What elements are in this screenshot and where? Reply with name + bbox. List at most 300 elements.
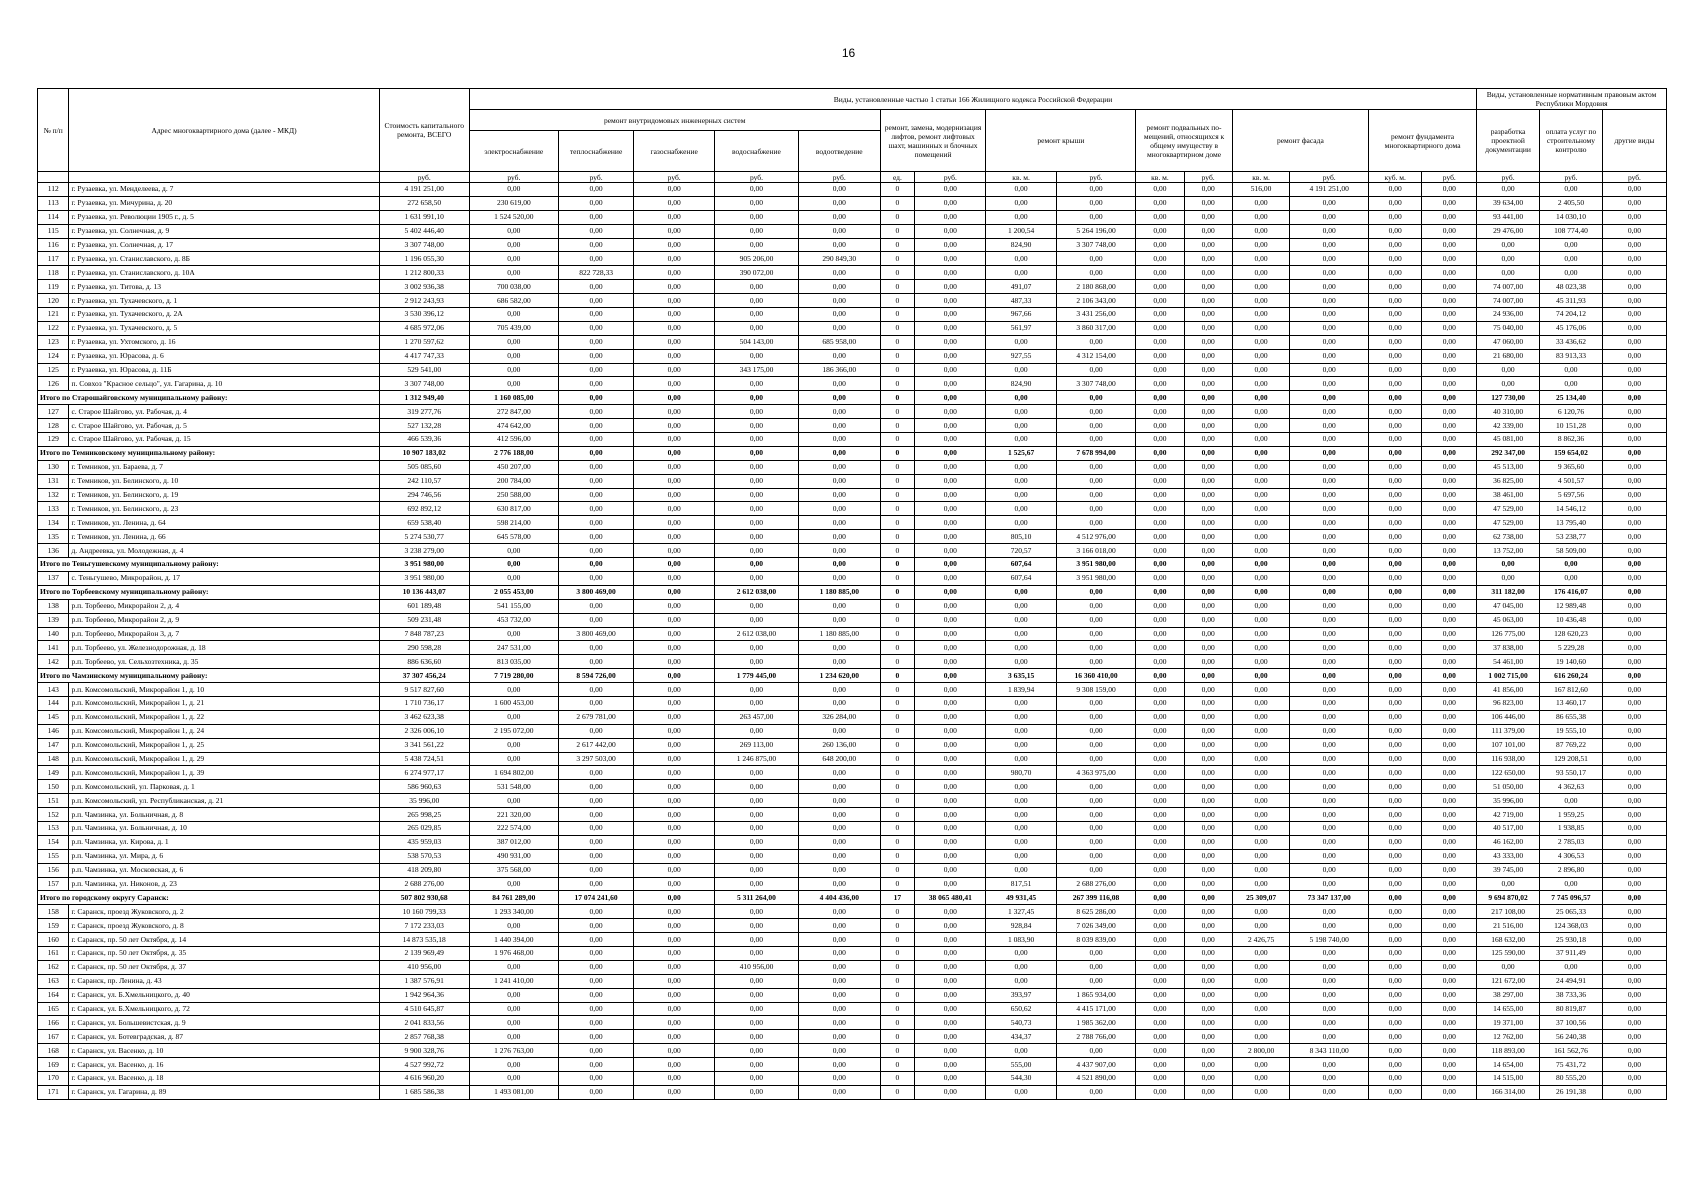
value-cell: 0 xyxy=(880,683,915,697)
value-cell: 3 002 936,38 xyxy=(379,280,469,294)
value-cell: 0,00 xyxy=(1232,946,1290,960)
value-cell: 0,00 xyxy=(1184,683,1232,697)
value-cell: 0,00 xyxy=(469,988,558,1002)
value-cell: 166 314,00 xyxy=(1477,1085,1540,1099)
address-cell: г. Рузаевка, ул. Мичурина, д. 20 xyxy=(69,196,379,210)
value-cell: 0,00 xyxy=(1290,835,1369,849)
value-cell: 0,00 xyxy=(915,1072,986,1086)
value-cell: 0,00 xyxy=(1136,349,1184,363)
value-cell: 0,00 xyxy=(1602,599,1666,613)
address-cell: г. Саранск, пр. 50 лет Октября, д. 37 xyxy=(69,960,379,974)
row-number: 155 xyxy=(38,849,69,863)
value-cell: 0,00 xyxy=(1184,1044,1232,1058)
table-row xyxy=(38,377,1667,391)
value-cell: 47 045,00 xyxy=(1477,599,1540,613)
value-cell: 0,00 xyxy=(1369,1044,1422,1058)
value-cell: 0,00 xyxy=(1422,196,1477,210)
value-cell: 0,00 xyxy=(798,933,880,947)
value-cell: 40 310,00 xyxy=(1477,405,1540,419)
value-cell: 9 694 870,02 xyxy=(1477,891,1540,905)
value-cell: 0,00 xyxy=(1290,710,1369,724)
table-row xyxy=(38,613,1667,627)
value-cell: 0 xyxy=(880,641,915,655)
value-cell: 0,00 xyxy=(798,1058,880,1072)
value-cell: 0,00 xyxy=(634,266,715,280)
value-cell: 0,00 xyxy=(558,599,633,613)
value-cell: 0 xyxy=(880,544,915,558)
value-cell: 1 200,54 xyxy=(986,224,1056,238)
value-cell: 3 462 623,38 xyxy=(379,710,469,724)
value-cell: 0,00 xyxy=(1422,974,1477,988)
value-cell: 0,00 xyxy=(1232,738,1290,752)
value-cell: 5 438 724,51 xyxy=(379,752,469,766)
row-number: 131 xyxy=(38,474,69,488)
value-cell: 0,00 xyxy=(1136,488,1184,502)
value-cell: 0,00 xyxy=(634,877,715,891)
row-number: 160 xyxy=(38,933,69,947)
value-cell: 412 596,00 xyxy=(469,433,558,447)
value-cell: 0,00 xyxy=(1369,1058,1422,1072)
value-cell: 0 xyxy=(880,308,915,322)
row-number: 147 xyxy=(38,738,69,752)
value-cell: 13 795,40 xyxy=(1540,516,1603,530)
value-cell: 0,00 xyxy=(1184,808,1232,822)
value-cell: 0,00 xyxy=(915,460,986,474)
value-cell: 3 297 503,00 xyxy=(558,752,633,766)
address-cell: г. Саранск, проезд Жуковского, д. 2 xyxy=(69,905,379,919)
value-cell: 0,00 xyxy=(1056,252,1136,266)
value-cell: 0,00 xyxy=(1184,821,1232,835)
value-cell: 0,00 xyxy=(1184,349,1232,363)
value-cell: 0,00 xyxy=(469,377,558,391)
table-row xyxy=(38,627,1667,641)
value-cell: 124 368,03 xyxy=(1540,919,1603,933)
value-cell: 1 083,90 xyxy=(986,933,1056,947)
value-cell: 0,00 xyxy=(798,696,880,710)
value-cell: 0,00 xyxy=(1232,599,1290,613)
value-cell: 14 546,12 xyxy=(1540,502,1603,516)
row-number: 114 xyxy=(38,210,69,224)
value-cell: 0 xyxy=(880,988,915,1002)
value-cell: 0,00 xyxy=(1369,516,1422,530)
value-cell: 0,00 xyxy=(715,1058,799,1072)
address-cell: р.п. Чамзинка, ул. Никонов, д. 23 xyxy=(69,877,379,891)
header-electric: электроснабжение xyxy=(469,131,558,172)
value-cell: 0,00 xyxy=(798,780,880,794)
value-cell: 1 839,94 xyxy=(986,683,1056,697)
value-cell: 0,00 xyxy=(1136,849,1184,863)
value-cell: 0,00 xyxy=(1232,585,1290,599)
value-cell: 0,00 xyxy=(1136,1072,1184,1086)
value-cell: 326 284,00 xyxy=(798,710,880,724)
address-cell: р.п. Торбеево, Микрорайон 3, д. 7 xyxy=(69,627,379,641)
value-cell: 0 xyxy=(880,224,915,238)
value-cell: 0,00 xyxy=(1369,669,1422,683)
value-cell: 0,00 xyxy=(558,613,633,627)
row-number: 124 xyxy=(38,349,69,363)
value-cell: 0,00 xyxy=(1290,266,1369,280)
value-cell: 8 862,36 xyxy=(1540,433,1603,447)
value-cell: 4 685 972,06 xyxy=(379,321,469,335)
value-cell: 24 936,00 xyxy=(1477,308,1540,322)
value-cell: 0,00 xyxy=(1056,474,1136,488)
value-cell: 0,00 xyxy=(1232,488,1290,502)
value-cell: 0,00 xyxy=(558,391,633,405)
value-cell: 37 307 456,24 xyxy=(379,669,469,683)
value-cell: 0,00 xyxy=(715,1044,799,1058)
value-cell: 0,00 xyxy=(469,752,558,766)
value-cell: 0,00 xyxy=(469,738,558,752)
value-cell: 19 371,00 xyxy=(1477,1016,1540,1030)
value-cell: 247 531,00 xyxy=(469,641,558,655)
address-cell: р.п. Чамзинка, ул. Больничная, д. 8 xyxy=(69,808,379,822)
value-cell: 0,00 xyxy=(1602,1016,1666,1030)
value-cell: 0,00 xyxy=(1422,210,1477,224)
value-cell: 0,00 xyxy=(1290,905,1369,919)
value-cell: 0,00 xyxy=(915,849,986,863)
value-cell: 0,00 xyxy=(1369,433,1422,447)
value-cell: 86 655,38 xyxy=(1540,710,1603,724)
value-cell: 531 548,00 xyxy=(469,780,558,794)
value-cell: 38 461,00 xyxy=(1477,488,1540,502)
table-row xyxy=(38,544,1667,558)
value-cell: 0,00 xyxy=(1290,641,1369,655)
value-cell: 14 654,00 xyxy=(1477,1058,1540,1072)
row-number: 158 xyxy=(38,905,69,919)
value-cell: 0,00 xyxy=(1290,683,1369,697)
value-cell: 0,00 xyxy=(1136,808,1184,822)
value-cell: 0,00 xyxy=(1184,988,1232,1002)
value-cell: 0,00 xyxy=(558,919,633,933)
value-cell: 0,00 xyxy=(1602,1002,1666,1016)
value-cell: 0,00 xyxy=(558,808,633,822)
value-cell: 0,00 xyxy=(1602,905,1666,919)
subtotal-label: Итого по Темниковскому муниципальному району: xyxy=(38,446,380,460)
value-cell: 14 030,10 xyxy=(1540,210,1603,224)
value-cell: 0,00 xyxy=(1602,308,1666,322)
value-cell: 0,00 xyxy=(1136,280,1184,294)
value-cell: 4 521 890,00 xyxy=(1056,1072,1136,1086)
value-cell: 0,00 xyxy=(1290,877,1369,891)
value-cell: 0,00 xyxy=(715,419,799,433)
value-cell: 967,66 xyxy=(986,308,1056,322)
value-cell: 87 769,22 xyxy=(1540,738,1603,752)
value-cell: 0,00 xyxy=(558,224,633,238)
row-number: 126 xyxy=(38,377,69,391)
value-cell: 0,00 xyxy=(1602,655,1666,669)
value-cell: 0,00 xyxy=(634,405,715,419)
value-cell: 0,00 xyxy=(1232,321,1290,335)
value-cell: 0,00 xyxy=(1369,724,1422,738)
value-cell: 0,00 xyxy=(1290,363,1369,377)
value-cell: 0,00 xyxy=(715,294,799,308)
value-cell: 0,00 xyxy=(1290,558,1369,572)
value-cell: 0,00 xyxy=(1602,613,1666,627)
value-cell: 3 307 748,00 xyxy=(1056,238,1136,252)
value-cell: 0,00 xyxy=(1422,627,1477,641)
address-cell: г. Рузаевка, ул. Солнечная, д. 9 xyxy=(69,224,379,238)
value-cell: 0,00 xyxy=(798,974,880,988)
value-cell: 0,00 xyxy=(1136,627,1184,641)
value-cell: 0,00 xyxy=(1540,571,1603,585)
table-row xyxy=(38,238,1667,252)
value-cell: 33 436,62 xyxy=(1540,335,1603,349)
value-cell: 319 277,76 xyxy=(379,405,469,419)
address-cell: г. Рузаевка, ул. Тухачевского, д. 1 xyxy=(69,294,379,308)
value-cell: 0,00 xyxy=(558,988,633,1002)
value-cell: 0,00 xyxy=(986,405,1056,419)
value-cell: 0,00 xyxy=(1290,349,1369,363)
value-cell: 0,00 xyxy=(715,877,799,891)
value-cell: 0,00 xyxy=(1136,641,1184,655)
value-cell: 0 xyxy=(880,377,915,391)
value-cell: 0,00 xyxy=(798,433,880,447)
value-cell: 0,00 xyxy=(986,724,1056,738)
value-cell: 0,00 xyxy=(715,613,799,627)
value-cell: 7 719 280,00 xyxy=(469,669,558,683)
row-number: 143 xyxy=(38,683,69,697)
value-cell: 0,00 xyxy=(915,946,986,960)
row-number: 154 xyxy=(38,835,69,849)
value-cell: 74 204,12 xyxy=(1540,308,1603,322)
value-cell: 0,00 xyxy=(634,238,715,252)
value-cell: 0,00 xyxy=(1184,1058,1232,1072)
value-cell: 0,00 xyxy=(1290,280,1369,294)
value-cell: 0,00 xyxy=(1477,363,1540,377)
value-cell: 0,00 xyxy=(1290,474,1369,488)
value-cell: 0,00 xyxy=(1184,460,1232,474)
value-cell: 0 xyxy=(880,877,915,891)
value-cell: 0,00 xyxy=(1422,780,1477,794)
value-cell: 0,00 xyxy=(1477,377,1540,391)
value-cell: 0,00 xyxy=(1422,446,1477,460)
value-cell: 0,00 xyxy=(634,585,715,599)
value-cell: 186 366,00 xyxy=(798,363,880,377)
value-cell: 3 307 748,00 xyxy=(379,377,469,391)
value-cell: 0,00 xyxy=(558,363,633,377)
value-cell: 54 461,00 xyxy=(1477,655,1540,669)
value-cell: 0,00 xyxy=(558,835,633,849)
value-cell: 1 938,85 xyxy=(1540,821,1603,835)
value-cell: 0,00 xyxy=(558,641,633,655)
value-cell: 0 xyxy=(880,696,915,710)
value-cell: 14 873 535,18 xyxy=(379,933,469,947)
value-cell: 0,00 xyxy=(1369,308,1422,322)
value-cell: 0,00 xyxy=(1602,558,1666,572)
value-cell: 0,00 xyxy=(986,960,1056,974)
value-cell: 84 761 289,00 xyxy=(469,891,558,905)
value-cell: 0,00 xyxy=(1369,405,1422,419)
value-cell: 0,00 xyxy=(469,1002,558,1016)
value-cell: 0,00 xyxy=(558,724,633,738)
value-cell: 0,00 xyxy=(1290,696,1369,710)
value-cell: 0,00 xyxy=(1602,1058,1666,1072)
table-row xyxy=(38,571,1667,585)
value-cell: 0,00 xyxy=(1232,1072,1290,1086)
value-cell: 0,00 xyxy=(1136,391,1184,405)
address-cell: р.п. Комсомольский, ул. Республиканская, д. 21 xyxy=(69,794,379,808)
value-cell: 0,00 xyxy=(1136,780,1184,794)
value-cell: 0,00 xyxy=(1290,419,1369,433)
value-cell: 0,00 xyxy=(798,946,880,960)
value-cell: 0 xyxy=(880,558,915,572)
value-cell: 0,00 xyxy=(1184,183,1232,197)
value-cell: 40 517,00 xyxy=(1477,821,1540,835)
value-cell: 0,00 xyxy=(1369,933,1422,947)
address-cell: г. Рузаевка, ул. Юрасова, д. 6 xyxy=(69,349,379,363)
row-number: 125 xyxy=(38,363,69,377)
value-cell: 0,00 xyxy=(715,405,799,419)
value-cell: 4 501,57 xyxy=(1540,474,1603,488)
value-cell: 0,00 xyxy=(1184,308,1232,322)
value-cell: 0,00 xyxy=(558,446,633,460)
value-cell: 0,00 xyxy=(634,724,715,738)
value-cell: 645 578,00 xyxy=(469,530,558,544)
value-cell: 0,00 xyxy=(1232,988,1290,1002)
value-cell: 0,00 xyxy=(798,1002,880,1016)
value-cell: 0,00 xyxy=(1056,488,1136,502)
value-cell: 0,00 xyxy=(1056,419,1136,433)
value-cell: 509 231,48 xyxy=(379,613,469,627)
value-cell: 3 307 748,00 xyxy=(379,238,469,252)
header-roof: ремонт крыши xyxy=(986,110,1136,172)
subtotal-row xyxy=(38,558,1667,572)
value-cell: 0,00 xyxy=(634,752,715,766)
value-cell: 0,00 xyxy=(1602,710,1666,724)
value-cell: 0,00 xyxy=(798,391,880,405)
row-number: 170 xyxy=(38,1072,69,1086)
value-cell: 0,00 xyxy=(1369,627,1422,641)
value-cell: 700 038,00 xyxy=(469,280,558,294)
row-number: 161 xyxy=(38,946,69,960)
value-cell: 0,00 xyxy=(1232,849,1290,863)
value-cell: 0,00 xyxy=(1232,1030,1290,1044)
table-row xyxy=(38,405,1667,419)
value-cell: 0,00 xyxy=(798,794,880,808)
value-cell: 0,00 xyxy=(1369,1030,1422,1044)
value-cell: 0,00 xyxy=(634,335,715,349)
unit-label: руб. xyxy=(715,172,799,183)
row-number: 159 xyxy=(38,919,69,933)
value-cell: 0 xyxy=(880,738,915,752)
value-cell: 5 198 740,00 xyxy=(1290,933,1369,947)
value-cell: 0,00 xyxy=(1422,544,1477,558)
value-cell: 0,00 xyxy=(1369,210,1422,224)
table-row xyxy=(38,752,1667,766)
address-cell: г. Саранск, ул. Б.Хмельницкого, д. 72 xyxy=(69,1002,379,1016)
value-cell: 1 685 586,38 xyxy=(379,1085,469,1099)
row-number: 145 xyxy=(38,710,69,724)
value-cell: 8 594 726,00 xyxy=(558,669,633,683)
value-cell: 0,00 xyxy=(558,974,633,988)
value-cell: 0,00 xyxy=(1056,724,1136,738)
address-cell: г. Темников, ул. Белинского, д. 19 xyxy=(69,488,379,502)
value-cell: 0,00 xyxy=(1184,849,1232,863)
table-row xyxy=(38,252,1667,266)
value-cell: 2 426,75 xyxy=(1232,933,1290,947)
value-cell: 0,00 xyxy=(1232,308,1290,322)
value-cell: 0,00 xyxy=(1602,1072,1666,1086)
value-cell: 0,00 xyxy=(469,960,558,974)
value-cell: 0,00 xyxy=(915,696,986,710)
value-cell: 0 xyxy=(880,363,915,377)
value-cell: 0,00 xyxy=(1422,891,1477,905)
value-cell: 0,00 xyxy=(986,266,1056,280)
value-cell: 980,70 xyxy=(986,766,1056,780)
value-cell: 0,00 xyxy=(715,766,799,780)
value-cell: 0,00 xyxy=(1422,821,1477,835)
value-cell: 0,00 xyxy=(1602,252,1666,266)
value-cell: 4 510 645,87 xyxy=(379,1002,469,1016)
value-cell: 0,00 xyxy=(1136,1044,1184,1058)
value-cell: 434,37 xyxy=(986,1030,1056,1044)
value-cell: 0,00 xyxy=(634,960,715,974)
value-cell: 0,00 xyxy=(1136,446,1184,460)
value-cell: 45 081,00 xyxy=(1477,433,1540,447)
address-cell: г. Саранск, ул. Гагарина, д. 89 xyxy=(69,1085,379,1099)
value-cell: 0,00 xyxy=(1290,919,1369,933)
value-cell: 0,00 xyxy=(986,252,1056,266)
value-cell: 73 347 137,00 xyxy=(1290,891,1369,905)
value-cell: 128 620,23 xyxy=(1540,627,1603,641)
value-cell: 0,00 xyxy=(558,946,633,960)
value-cell: 0,00 xyxy=(1422,863,1477,877)
value-cell: 1 246 875,00 xyxy=(715,752,799,766)
value-cell: 3 307 748,00 xyxy=(1056,377,1136,391)
value-cell: 129 208,51 xyxy=(1540,752,1603,766)
value-cell: 0,00 xyxy=(1136,919,1184,933)
value-cell: 0,00 xyxy=(1290,321,1369,335)
value-cell: 0,00 xyxy=(1232,363,1290,377)
value-cell: 4 191 251,00 xyxy=(1290,183,1369,197)
value-cell: 0,00 xyxy=(1136,585,1184,599)
unit-label: руб. xyxy=(1056,172,1136,183)
address-cell: р.п. Торбеево, ул. Сельхозтехника, д. 35 xyxy=(69,655,379,669)
value-cell: 0,00 xyxy=(798,502,880,516)
value-cell: 435 959,03 xyxy=(379,835,469,849)
value-cell: 0,00 xyxy=(915,974,986,988)
value-cell: 0,00 xyxy=(1184,1002,1232,1016)
value-cell: 7 172 233,03 xyxy=(379,919,469,933)
value-cell: 0,00 xyxy=(1602,474,1666,488)
table-header xyxy=(38,89,1667,183)
table-row xyxy=(38,349,1667,363)
value-cell: 0,00 xyxy=(1232,1002,1290,1016)
value-cell: 0,00 xyxy=(558,280,633,294)
value-cell: 0,00 xyxy=(558,419,633,433)
value-cell: 2 896,80 xyxy=(1540,863,1603,877)
value-cell: 217 108,00 xyxy=(1477,905,1540,919)
value-cell: 0,00 xyxy=(1290,196,1369,210)
value-cell: 410 956,00 xyxy=(715,960,799,974)
value-cell: 272 658,50 xyxy=(379,196,469,210)
value-cell: 3 530 396,12 xyxy=(379,308,469,322)
value-cell: 0,00 xyxy=(715,1016,799,1030)
value-cell: 0,00 xyxy=(634,641,715,655)
value-cell: 0,00 xyxy=(1369,891,1422,905)
value-cell: 176 416,07 xyxy=(1540,585,1603,599)
value-cell: 230 619,00 xyxy=(469,196,558,210)
address-cell: р.п. Чамзинка, ул. Мира, д. 6 xyxy=(69,849,379,863)
value-cell: 0,00 xyxy=(1056,808,1136,822)
value-cell: 0 xyxy=(880,183,915,197)
value-cell: 0,00 xyxy=(1056,196,1136,210)
value-cell: 0,00 xyxy=(1602,988,1666,1002)
table-row xyxy=(38,224,1667,238)
value-cell: 0,00 xyxy=(915,766,986,780)
value-cell: 0,00 xyxy=(1602,627,1666,641)
value-cell: 0,00 xyxy=(715,224,799,238)
